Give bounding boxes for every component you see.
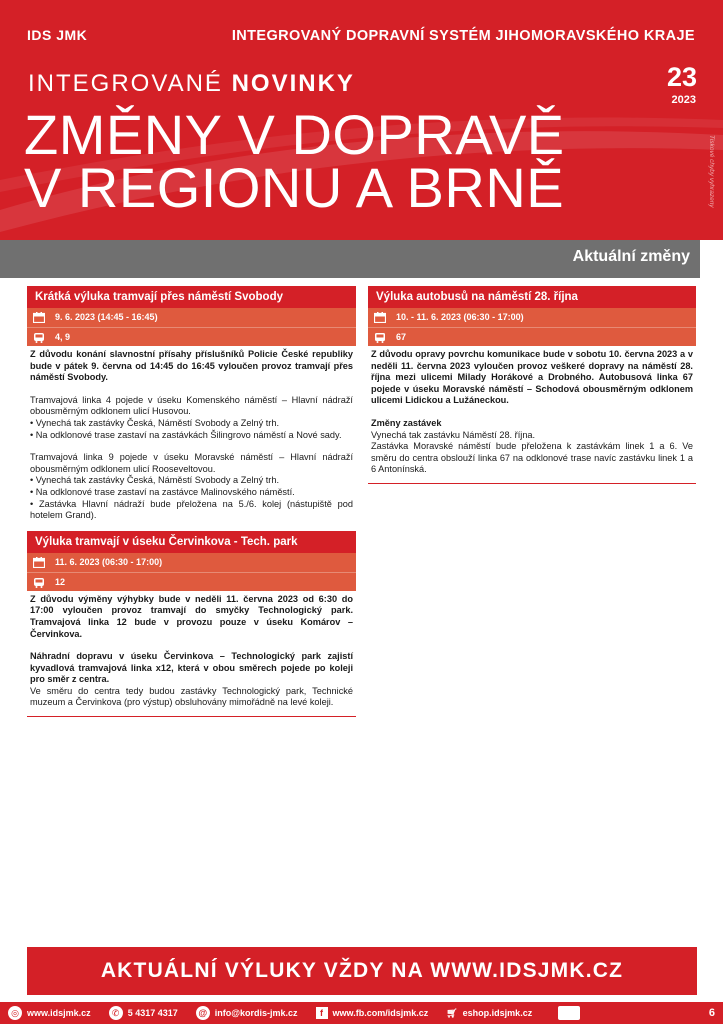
calendar-icon — [33, 557, 45, 568]
globe-icon: ◎ — [8, 1006, 22, 1020]
cart-icon: 🛒︎ — [446, 1007, 458, 1018]
footer-eshop[interactable] — [446, 1008, 532, 1019]
bullet-item: • Na odklonové trase zastaví na zastávce Malinovského náměstí. — [30, 486, 295, 497]
page-number: 6 — [708, 1007, 715, 1019]
lines-row — [368, 327, 696, 346]
bullet-item: • Vynechá tak zastávky Česká, Náměstí Svobody a Zelný trh. — [30, 475, 280, 486]
kicker-regular: INTEGROVANÉ — [28, 70, 232, 97]
phone-number[interactable]: 5 4317 4317 — [127, 1008, 178, 1018]
website-banner[interactable]: AKTUÁLNÍ VÝLUKY VŽDY NA WWW.IDSJMK.CZ — [27, 947, 697, 995]
section-bar — [0, 240, 700, 278]
phone-icon: ✆ — [109, 1006, 123, 1020]
headline-line-2: V REGIONU A BRNĚ — [24, 156, 565, 219]
paragraph-text: Ve směru do centra tedy budou zastávky Technologický park, Technické muzeum a Červinkova (pro výstup) obsluhovány mimořádně na levé koleji. — [30, 685, 353, 708]
bullet-item: • Na odklonové trase zastaví na zastávkách Šilingrovo náměstí a Nové sady. — [30, 429, 342, 440]
headline-line-1: ZMĚNY V DOPRAVĚ — [24, 103, 565, 166]
section-label: Aktuální změny — [572, 248, 690, 265]
tram-icon — [33, 577, 45, 588]
paragraph — [371, 418, 693, 476]
item-title: Krátká výluka tramvají přes náměstí Svobody — [27, 286, 356, 308]
issue-number: 23 — [666, 62, 697, 92]
divider — [27, 716, 356, 717]
lines-text: 4, 9 — [55, 332, 71, 342]
ids-jmk-logo[interactable] — [27, 27, 87, 43]
bullet-item: • Vynechá tak zastávky Česká, Náměstí Svobody a Zelný trh. — [30, 417, 280, 428]
tram-icon — [33, 332, 45, 343]
side-note: Tiskové chyby vyhrazeny — [708, 135, 715, 208]
footer-web[interactable] — [8, 1006, 91, 1020]
date-row — [27, 553, 356, 572]
item-title: Výluka autobusů na náměstí 28. října — [368, 286, 696, 308]
item-description — [27, 591, 356, 714]
right-column — [368, 286, 696, 484]
paragraph — [30, 395, 353, 441]
logo-text: IDS JMK — [27, 27, 88, 43]
lines-text: 67 — [396, 332, 407, 342]
paragraph-text: Zastávka Moravské náměstí bude přeložena k zastávkám linek 1 a 6. Ve směru do centra obslouží linka 67 na odklonové trase navíc zastávku linek 1 a 6 Antonínská. — [371, 441, 693, 475]
footer-phone[interactable] — [109, 1006, 178, 1020]
date-text: 9. 6. 2023 (14:45 - 16:45) — [55, 312, 158, 322]
paragraph: Z důvodu opravy povrchu komunikace bude v sobotu 10. června 2023 a v neděli 11. června 2023 vyloučen provoz veškeré dopravy na náměstí 28. října mezi ulicemi Milady Horákové a Drobného. Autobusová linka 67 pojede v úseku Moravské náměstí – Schodová obousměrným odklonem ulicemi Lidickou a Lužáneckou. — [371, 349, 693, 406]
paragraph — [30, 651, 353, 709]
footer-email[interactable] — [196, 1006, 298, 1020]
lines-row — [27, 572, 356, 591]
bullet-item: • Zastávka Hlavní nádraží bude přeložena na 5./6. kolej (nástupiště pod hotelem Grand). — [30, 498, 353, 521]
paragraph-text: Vynechá tak zastávku Náměstí 28. října. — [371, 429, 536, 440]
item-title: Výluka tramvají v úseku Červinkova - Tech. park — [27, 531, 356, 553]
bus-icon — [374, 332, 386, 343]
paragraph-text: Tramvajová linka 4 pojede v úseku Komenského náměstí – Hlavní nádraží obousměrným odklonem ulicí Husovou. — [30, 394, 353, 417]
paragraph-text: Náhradní dopravu v úseku Červinkova – Technologický park zajistí kyvadlová tramvajová linka x12, která v obou směrech pojede po koleji pro směr z centra. — [30, 651, 353, 685]
paragraph — [30, 452, 353, 522]
kicker-bold: NOVINKY — [231, 70, 355, 97]
newsletter-kicker — [28, 70, 355, 98]
email-link[interactable]: info@kordis-jmk.cz — [214, 1008, 298, 1018]
page-header — [0, 0, 723, 240]
calendar-icon — [374, 312, 386, 323]
issue-year: 2023 — [671, 94, 696, 106]
kordis-logo — [558, 1006, 580, 1020]
date-row — [27, 308, 356, 327]
paragraph-text: Tramvajová linka 9 pojede v úseku Moravské náměstí – Hlavní nádraží obousměrným odklonem ulicí Rooseveltovou. — [30, 452, 353, 474]
left-column — [27, 286, 356, 717]
lines-text: 12 — [55, 576, 66, 587]
footer-contact-bar — [0, 1002, 723, 1024]
lines-row — [27, 327, 356, 346]
system-title: INTEGROVANÝ DOPRAVNÍ SYSTÉM JIHOMORAVSKÉHO KRAJE — [231, 28, 695, 44]
eshop-link[interactable]: eshop.idsjmk.cz — [462, 1008, 533, 1018]
date-text: 10. - 11. 6. 2023 (06:30 - 17:00) — [396, 312, 524, 322]
page-headline — [24, 103, 565, 219]
web-link[interactable]: www.idsjmk.cz — [27, 1008, 91, 1018]
facebook-link[interactable]: www.fb.com/idsjmk.cz — [332, 1008, 429, 1018]
footer-facebook[interactable] — [316, 1007, 429, 1019]
date-text: 11. 6. 2023 (06:30 - 17:00) — [55, 556, 163, 567]
email-icon: @ — [196, 1006, 210, 1020]
paragraph: Z důvodu konání slavnostní přísahy příslušníků Policie České republiky bude v pátek 9. června od 14:45 do 16:45 vyloučen provoz tramvají přes náměstí Svobody. — [30, 349, 353, 383]
item-description — [368, 346, 696, 481]
item-description — [27, 346, 356, 527]
divider — [368, 483, 696, 484]
paragraph: Z důvodu výměny výhybky bude v neděli 11. června 2023 od 6:30 do 17:00 vyloučen provoz tramvají do smyčky Technologický park. Tramvajová linka 12 bude v provozu pouze v úseku Komárov – Červinkova. — [30, 593, 353, 639]
facebook-icon: f — [316, 1007, 328, 1019]
date-row — [368, 308, 696, 327]
subheading: Změny zastávek — [371, 417, 442, 428]
calendar-icon — [33, 312, 45, 323]
